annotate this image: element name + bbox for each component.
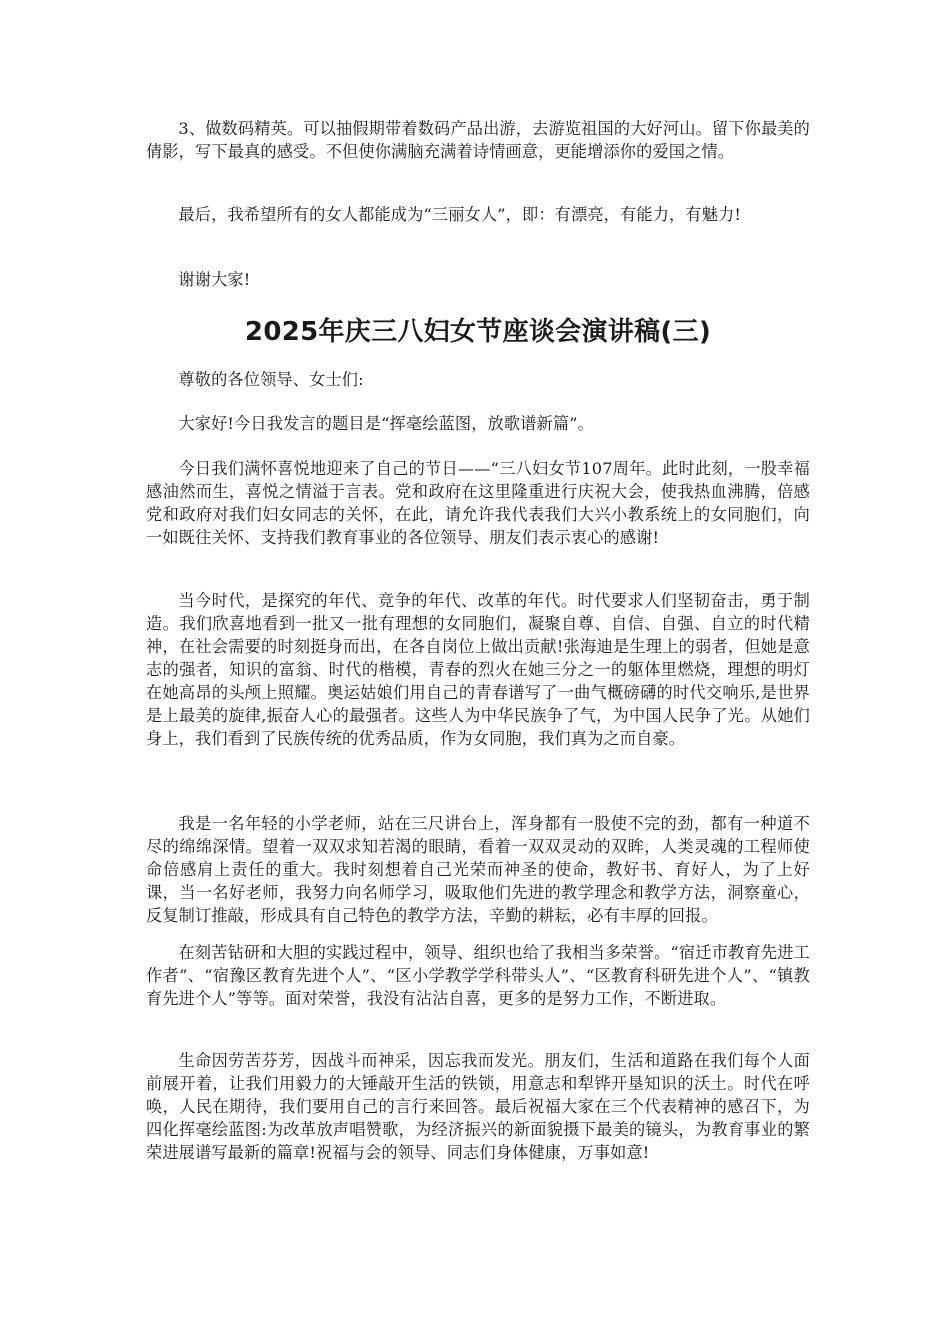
paragraph-closing-wish: 最后，我希望所有的女人都能成为“三丽女人”，即：有漂亮，有能力，有魅力! <box>178 205 742 224</box>
paragraph-teacher: 我是一名年轻的小学老师，站在三尺讲台上，浑身都有一股使不完的劲，都有一种道不尽的绵绵深情。望着一双双求知若渴的眼睛，看着一双双灵动的双眸，人类灵魂的工程师使命倍感肩上责任的重大。我时刻想着自己光荣而神圣的使命，教好书、育好人，为了上好课，当一名好老师，我努力向名师学习，吸取他们先进的教学理念和教学方法，洞察童心，反复制订推敲，形成具有自己特色的教学方法，辛勤的耕耘，必有丰厚的回报。 <box>146 814 810 925</box>
paragraph-salutation: 尊敬的各位领导、女士们: <box>178 370 364 389</box>
paragraph-digital-elite: 3、做数码精英。可以抽假期带着数码产品出游，去游览祖国的大好河山。留下你最美的倩影，写下最真的感受。不但使你满脑充满着诗情画意，更能增添你的爱国之情。 <box>146 119 810 161</box>
paragraph-greeting: 大家好!今日我发言的题目是“挥毫绘蓝图，放歌谱新篇”。 <box>178 414 594 433</box>
paragraph-honors: 在刻苦钻研和大胆的实践过程中，领导、组织也给了我相当多荣誉。“宿迁市教育先进工作者”、“宿豫区教育先进个人”、“区小学教学学科带头人”、“区教育科研先进个人”、“镇教育先进个人”等等。面对荣誉，我没有沾沾自喜，更多的是努力工作，不断进取。 <box>146 943 810 1008</box>
paragraph-era: 当今时代，是探究的年代、竞争的年代、改革的年代。时代要求人们坚韧奋击，勇于制造。我们欣喜地看到一批又一批有理想的女同胞们，凝聚自尊、自信、自强、自立的时代精神，在社会需要的时刻挺身而出，在各自岗位上做出贡献!张海迪是生理上的弱者，但她是意志的强者，知识的富翁、时代的楷模，青春的烈火在她三分之一的躯体里燃烧，理想的明灯在她高昂的头颅上照耀。奥运姑娘们用自己的青春谱写了一曲气概磅礴的时代交响乐,是世界是上最美的旋律,振奋人心的最强者。这些人为中华民族争了气，为中国人民争了光。从她们身上，我们看到了民族传统的优秀品质，作为女同胞，我们真为之而自豪。 <box>146 591 810 748</box>
paragraph-life: 生命因劳苦芬芳，因战斗而神采，因忘我而发光。朋友们，生活和道路在我们每个人面前展开着，让我们用毅力的大锤敲开生活的铁锁，用意志和犁铧开垦知识的沃土。时代在呼唤，人民在期待，我们要用自己的言行来回答。最后祝福大家在三个代表精神的感召下，为四化挥毫绘蓝图:为改革放声唱赞歌，为经济振兴的新面貌摄下最美的镜头，为教育事业的繁荣进展谱写最新的篇章!祝福与会的领导、同志们身体健康，万事如意! <box>146 1051 810 1162</box>
paragraph-festival: 今日我们满怀喜悦地迎来了自己的节日——“三八妇女节107周年。此时此刻，一股幸福感油然而生，喜悦之情溢于言表。党和政府在这里隆重进行庆祝大会，使我热血沸腾，倍感党和政府对我们妇女同志的关怀，在此，请允许我代表我们大兴小教系统上的女同胞们，向一如既往关怀、支持我们教育事业的各位领导、朋友们表示衷心的感谢! <box>146 459 810 547</box>
paragraph-thanks: 谢谢大家! <box>178 270 251 289</box>
document-title: 2025年庆三八妇女节座谈会演讲稿(三) <box>244 317 712 347</box>
